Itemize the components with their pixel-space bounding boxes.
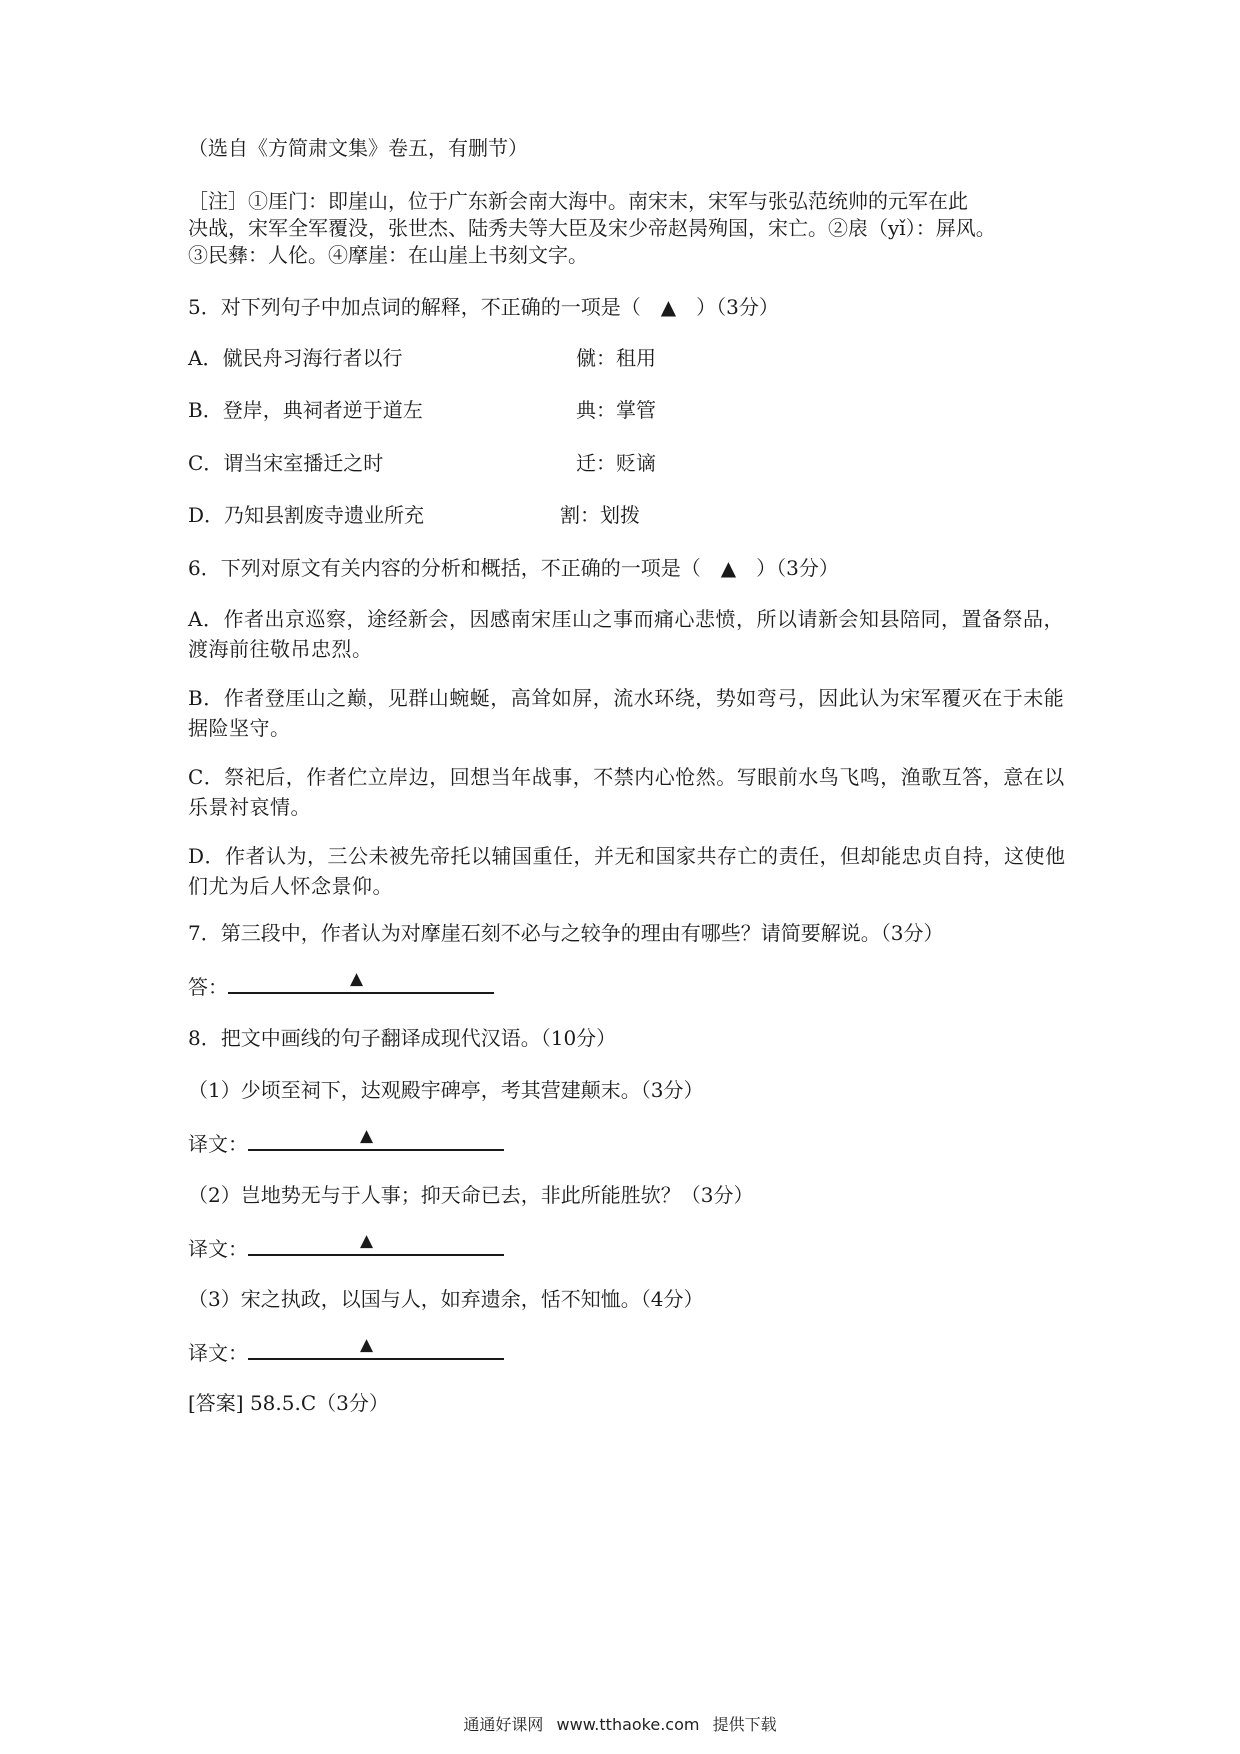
- q7-answer-label: 答：: [188, 975, 228, 999]
- q5-option-d-sentence: D．乃知县割废寺遗业所充: [188, 503, 425, 527]
- blank-triangle-marker: ▲: [360, 1335, 374, 1355]
- question-6-stem: 6．下列对原文有关内容的分析和概括，不正确的一项是（ ▲ ）（3分）: [188, 556, 839, 580]
- q6-option-a: A．作者出京巡察，途经新会，因感南宋厓山之事而痛心悲愤，所以请新会知县陪同，置备祭品，渡海前往敬吊忠烈。: [188, 607, 1064, 661]
- q8-item-2-answer-line: [188, 1232, 504, 1262]
- q8-item-2-answer-blank[interactable]: [248, 1232, 504, 1256]
- notes-line-3: ③民彝：人伦。④摩崖：在山崖上书刻文字。: [188, 243, 588, 267]
- q6-option-c: C．祭祀后，作者伫立岸边，回想当年战事，不禁内心怆然。写眼前水鸟飞鸣，渔歌互答，意在以乐景衬哀情。: [188, 765, 1065, 819]
- q5-option-b-gloss: 典：掌管: [576, 398, 656, 422]
- q8-item-3-answer-line: [188, 1336, 504, 1366]
- q8-item-2: （2）岂地势无与于人事；抑天命已去，非此所能胜欤？（3分）: [188, 1183, 754, 1207]
- question-7-stem: 7．第三段中，作者认为对摩崖石刻不必与之较争的理由有哪些？请简要解说。（3分）: [188, 921, 944, 945]
- q8-item-3-answer-label: 译文：: [188, 1341, 248, 1365]
- q5-option-c-sentence: C．谓当宋室播迁之时: [188, 451, 384, 475]
- q7-answer-line: [188, 970, 494, 1000]
- q5-option-a-gloss: 僦：租用: [576, 346, 656, 370]
- q7-answer-blank[interactable]: [228, 970, 494, 994]
- q8-item-3-answer-blank[interactable]: [248, 1336, 504, 1360]
- page-footer: [0, 1712, 1240, 1735]
- footer-site-name: 通通好课网: [463, 1715, 544, 1734]
- q5-option-b-sentence: B．登岸，典祠者逆于道左: [188, 398, 423, 422]
- question-5-stem: 5．对下列句子中加点词的解释，不正确的一项是（ ▲ ）（3分）: [188, 295, 779, 319]
- q8-item-1: （1）少顷至祠下，达观殿宇碑亭，考其营建颠末。（3分）: [188, 1078, 704, 1102]
- question-8-stem: 8．把文中画线的句子翻译成现代汉语。（10分）: [188, 1026, 617, 1050]
- q8-item-2-answer-label: 译文：: [188, 1237, 248, 1261]
- answer-key: [答案] 58.5.C（3分）: [188, 1391, 389, 1415]
- q8-item-1-answer-line: [188, 1127, 504, 1157]
- blank-triangle-marker: ▲: [360, 1231, 374, 1251]
- footer-site-url[interactable]: www.tthaoke.com: [556, 1715, 700, 1734]
- q6-option-b: B．作者登厓山之巅，见群山蜿蜒，高耸如屏，流水环绕，势如弯弓，因此认为宋军覆灭在于未能据险坚守。: [188, 686, 1065, 740]
- q8-item-1-answer-blank[interactable]: [248, 1127, 504, 1151]
- footer-site-note: 提供下载: [712, 1715, 777, 1734]
- notes-line-1: ［注］①厓门：即崖山，位于广东新会南大海中。南宋末，宋军与张弘范统帅的元军在此: [188, 189, 968, 213]
- q5-option-a-sentence: A．僦民舟习海行者以行: [188, 346, 403, 370]
- q8-item-3: （3）宋之执政，以国与人，如弃遗余，恬不知恤。（4分）: [188, 1287, 704, 1311]
- blank-triangle-marker: ▲: [360, 1126, 374, 1146]
- q8-item-1-answer-label: 译文：: [188, 1132, 248, 1156]
- q6-option-d: D．作者认为，三公未被先帝托以辅国重任，并无和国家共存亡的责任，但却能忠贞自持，这使他们尤为后人怀念景仰。: [188, 844, 1066, 898]
- q5-option-c-gloss: 迁：贬谪: [576, 451, 656, 475]
- notes-line-2: 决战，宋军全军覆没，张世杰、陆秀夫等大臣及宋少帝赵昺殉国，宋亡。②扆（yǐ）：屏风。: [188, 216, 996, 240]
- source-citation: （选自《方简肃文集》卷五，有删节）: [188, 136, 528, 160]
- q5-option-d-gloss: 割：划拨: [560, 503, 640, 527]
- blank-triangle-marker: ▲: [350, 969, 364, 989]
